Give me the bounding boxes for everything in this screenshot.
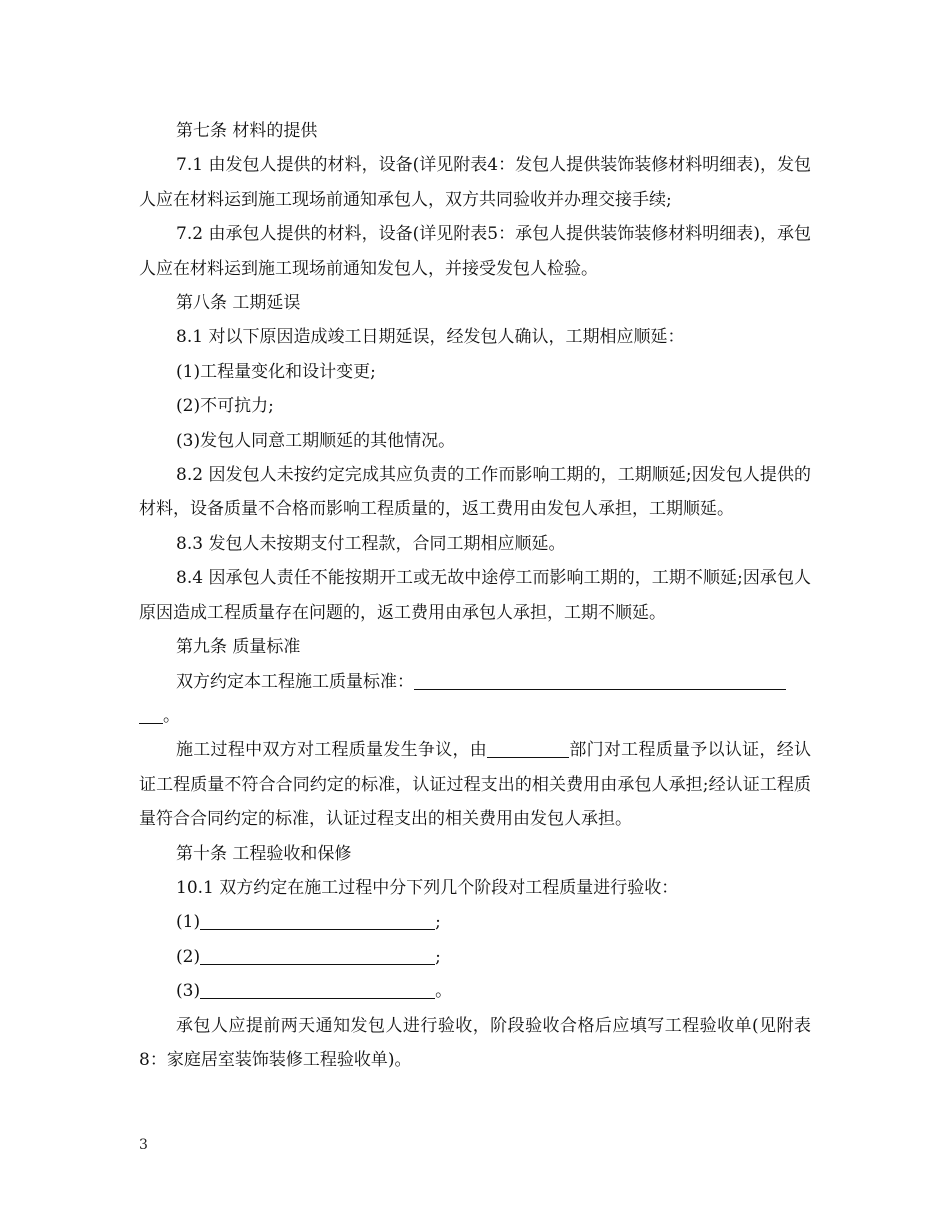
- clause-7-1: 7.1 由发包人提供的材料，设备(详见附表4：发包人提供装饰装修材料明细表)，发包人应在材料运到施工现场前通知承包人，双方共同验收并办理交接手续;: [139, 155, 811, 210]
- stage-1-blank[interactable]: [200, 909, 435, 930]
- quality-standard-suffix: 。: [163, 705, 180, 726]
- quality-standard-blank-continued[interactable]: [139, 703, 163, 724]
- clause-8-3: 8.3 发包人未按期支付工程款，合同工期相应顺延。: [176, 533, 566, 554]
- stage-3-blank[interactable]: [200, 978, 435, 999]
- stage-2-line: [139, 940, 811, 974]
- clause-8-2: 8.2 因发包人未按约定完成其应负责的工作而影响工期的，工期顺延;因发包人提供的材料，设备质量不合格而影响工程质量的，返工费用由发包人承担，工期顺延。: [139, 465, 811, 520]
- stage-2-blank[interactable]: [200, 944, 435, 965]
- document-body: [139, 114, 811, 1077]
- acceptance-notice: 承包人应提前两天通知发包人进行验收，阶段验收合格后应填写工程验收单(见附表8：家庭居室装饰装修工程验收单)。: [139, 1015, 811, 1070]
- article-7-title: 第七条 材料的提供: [176, 121, 318, 141]
- clause-8-1-item-1: (1)工程量变化和设计变更;: [176, 361, 376, 382]
- clause-8-1: 8.1 对以下原因造成竣工日期延误，经发包人确认，工期相应顺延：: [176, 327, 685, 348]
- clause-8-1-item-3: (3)发包人同意工期顺延的其他情况。: [176, 430, 456, 451]
- stage-3-line: [139, 974, 811, 1008]
- quality-standard-line: [139, 665, 811, 699]
- quality-dispute-clause: [139, 733, 811, 836]
- clause-7-2: 7.2 由承包人提供的材料，设备(详见附表5：承包人提供装饰装修材料明细表)，承包人应在材料运到施工现场前通知发包人，并接受发包人检验。: [139, 224, 811, 279]
- stage-2-label: (2): [176, 946, 201, 967]
- certification-department-blank[interactable]: [487, 737, 569, 758]
- stage-2-end: ;: [435, 946, 441, 967]
- stage-3-end: 。: [435, 981, 453, 1002]
- quality-standard-label: 双方约定本工程施工质量标准：: [176, 671, 414, 692]
- stage-1-label: (1): [176, 912, 201, 933]
- quality-standard-line-end: [139, 699, 811, 733]
- quality-dispute-text: 部门对工程质量予以认证，经认证工程质量不符合合同约定的标准，认证过程支出的相关费用由承包人承担;经认证工程质量符合合同约定的标准，认证过程支出的相关费用由发包人承担。: [139, 740, 811, 830]
- clause-8-1-item-2: (2)不可抗力;: [176, 396, 274, 417]
- stage-1-end: ;: [435, 912, 441, 933]
- clause-8-4: 8.4 因承包人责任不能按期开工或无故中途停工而影响工期的，工期不顺延;因承包人原因造成工程质量存在问题的，返工费用由承包人承担，工期不顺延。: [139, 568, 811, 623]
- article-8-title: 第八条 工期延误: [176, 293, 301, 314]
- clause-10-1: 10.1 双方约定在施工过程中分下列几个阶段对工程质量进行验收：: [176, 877, 679, 898]
- stage-3-label: (3): [176, 981, 201, 1002]
- quality-standard-blank[interactable]: [414, 669, 786, 690]
- article-9-title: 第九条 质量标准: [176, 637, 301, 658]
- quality-dispute-prefix: 施工过程中双方对工程质量发生争议，由: [176, 740, 488, 761]
- stage-1-line: [139, 905, 811, 939]
- page-number: 3: [139, 1137, 148, 1153]
- article-10-title: 第十条 工程验收和保修: [176, 843, 352, 864]
